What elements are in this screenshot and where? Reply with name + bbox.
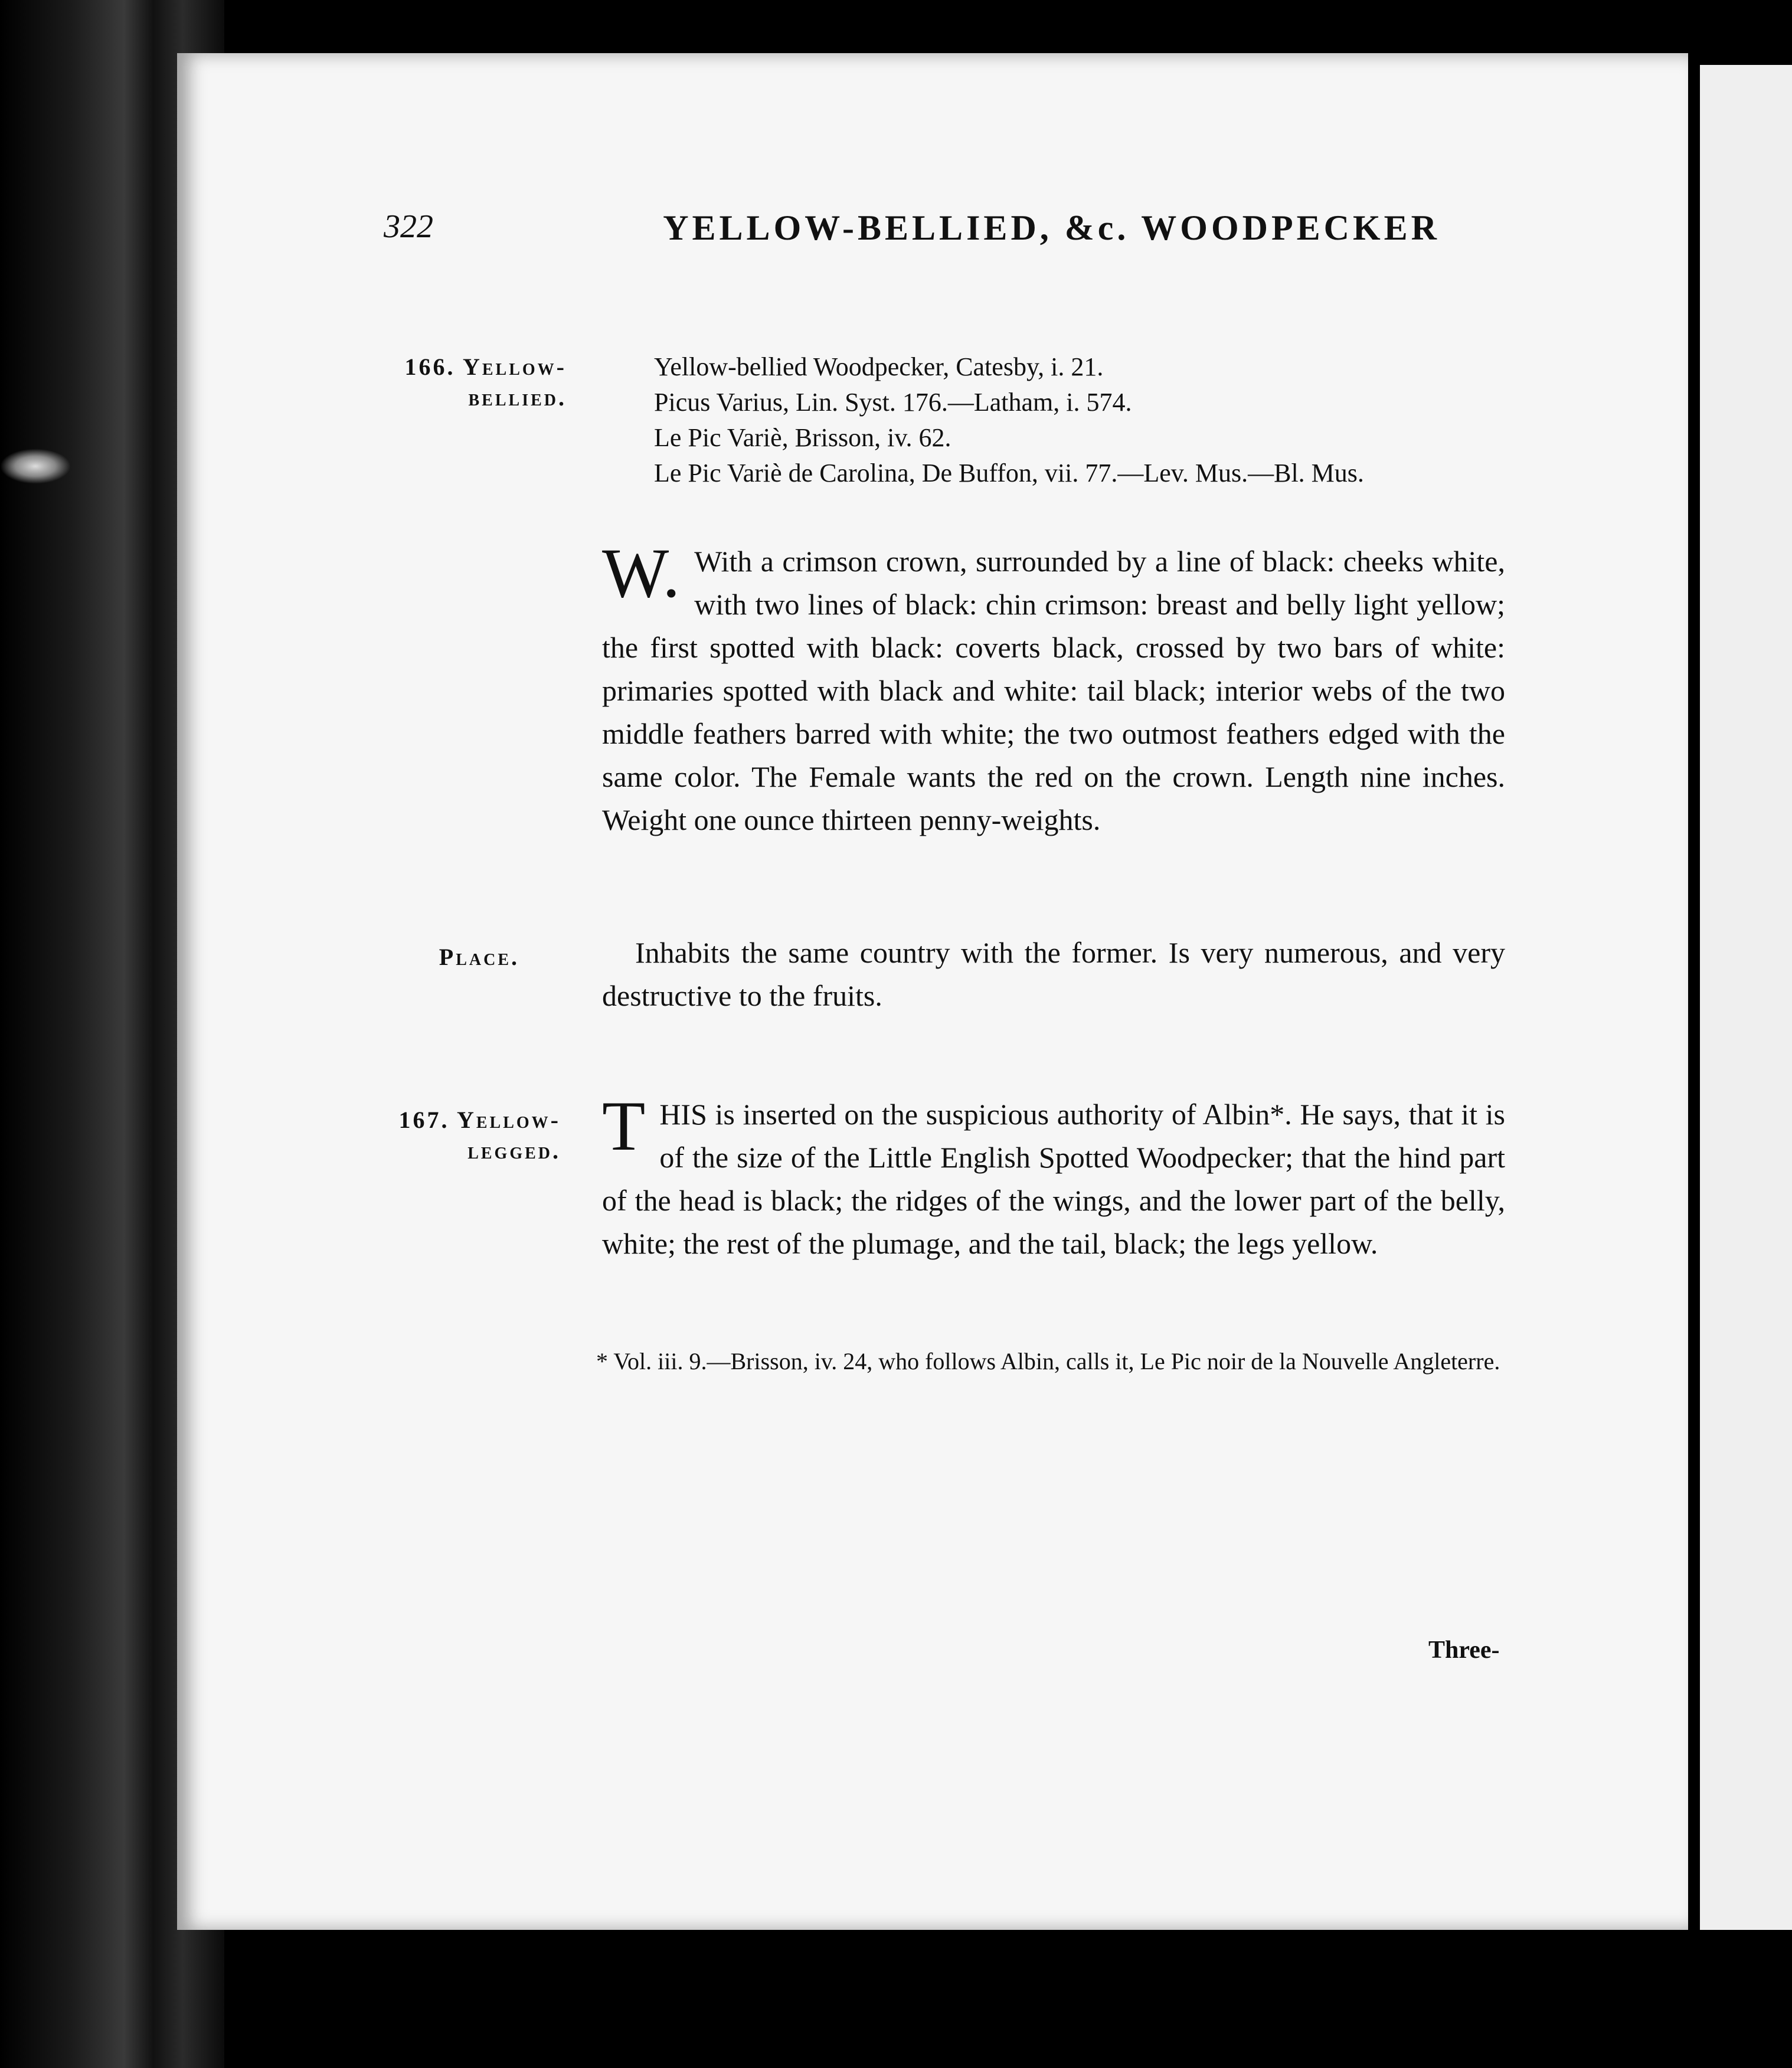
entry-166-label-line2: bellied. bbox=[468, 384, 567, 411]
entry-166-place bbox=[602, 931, 1505, 1017]
place-label: Place. bbox=[439, 944, 519, 970]
dropcap-t: T bbox=[602, 1087, 646, 1165]
page-header bbox=[384, 208, 1440, 255]
entry-166-number: 166. bbox=[404, 354, 456, 380]
entry-167-label bbox=[366, 1105, 561, 1166]
description-text: HIS is inserted on the suspicious authority of Albin*. He says, that it is of the size of the Little English Spotted Woodpecker; that the hind part of the head is black; the ridges of the wings, and the lower part of the belly, white; the rest of the plumage, and the tail, black; the legs yellow. bbox=[602, 1098, 1505, 1260]
entry-167-number: 167. bbox=[398, 1107, 450, 1133]
entry-166-label bbox=[390, 352, 567, 413]
footnote: * Vol. iii. 9.—Brisson, iv. 24, who follows Albin, calls it, Le Pic noir de la Nouvelle Angleterre. bbox=[596, 1348, 1500, 1375]
dropcap-w: W. bbox=[602, 534, 681, 612]
catchword: Three- bbox=[1428, 1637, 1500, 1664]
entry-167-label-line2: legged. bbox=[467, 1137, 561, 1164]
description-text: With a crimson crown, surrounded by a line of black: cheeks white, with two lines of black: chin crimson: breast and belly light yellow; the first spotted with black: coverts black, crossed by two bars of white: primaries spotted with black and white: tail black; interior webs of the two middle feathers barred with white; the two outmost feathers edged with the same color. The Female wants the red on the crown. Length nine inches. Weight one ounce thirteen penny-weights. bbox=[602, 545, 1505, 836]
entry-166-synonyms bbox=[654, 349, 1492, 491]
entry-166-label-line1: Yellow- bbox=[462, 354, 567, 380]
running-head: YELLOW-BELLIED, &c. WOODPECKER bbox=[663, 208, 1440, 247]
scan-smudge bbox=[0, 449, 71, 484]
entry-167-label-line1: Yellow- bbox=[456, 1107, 561, 1133]
synonym-line: Le Pic Variè de Carolina, De Buffon, vii. 77.—Lev. Mus.—Bl. Mus. bbox=[654, 459, 1364, 487]
synonym-line: Picus Varius, Lin. Syst. 176.—Latham, i. 574. bbox=[654, 388, 1132, 417]
page-gutter bbox=[1688, 59, 1700, 1948]
synonym-line: Yellow-bellied Woodpecker, Catesby, i. 21. bbox=[654, 352, 1104, 381]
place-text: Inhabits the same country with the former. Is very numerous, and very destructive to the fruits. bbox=[602, 936, 1505, 1012]
page-number: 322 bbox=[384, 208, 433, 245]
entry-166-description bbox=[602, 534, 1505, 842]
synonym-line: Le Pic Variè, Brisson, iv. 62. bbox=[654, 423, 951, 452]
facing-page-edge bbox=[1700, 65, 1792, 1930]
entry-167-description bbox=[602, 1087, 1505, 1265]
